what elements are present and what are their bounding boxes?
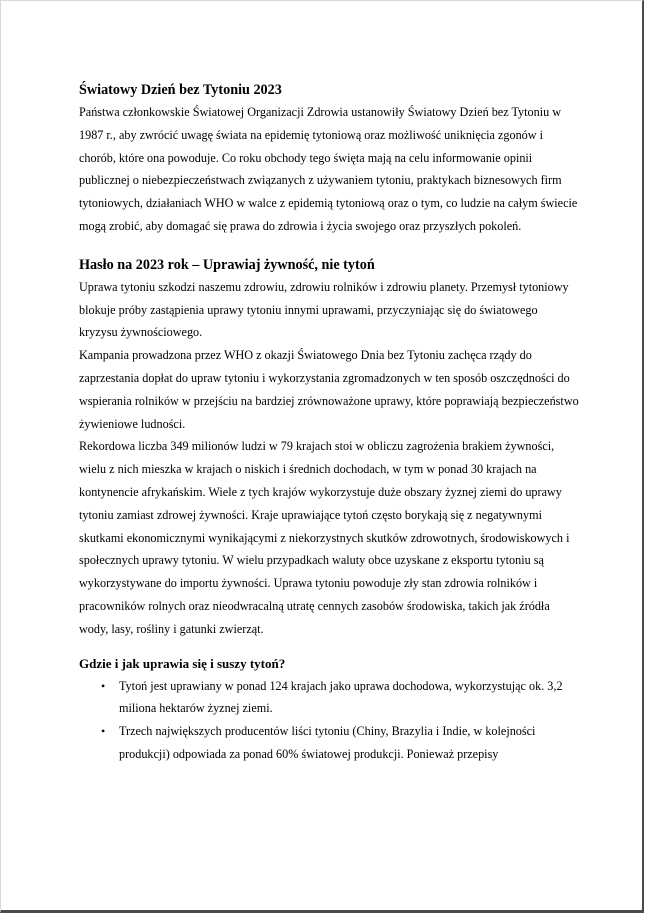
slogan-paragraph-2: Kampania prowadzona przez WHO z okazji Światowego Dnia bez Tytoniu zachęca rządy do zaprzestania dopłat do upraw tytoniu i wykorzystania zgromadzonych w ten sposób oszczędności do wspierania rolników w przejściu na bardziej zrównoważone uprawy, które poprawiają bezpieczeństwo żywieniowe ludności.: [79, 348, 579, 431]
bullet-icon: •: [101, 678, 106, 693]
bullet-list: [79, 675, 579, 766]
section-heading-where-grown: Gdzie i jak uprawia się i suszy tytoń?: [79, 655, 286, 671]
section-heading-slogan-2023: Hasło na 2023 rok – Uprawiaj żywność, nie tytoń: [79, 256, 375, 273]
bullet-icon: •: [101, 724, 106, 739]
list-item: [79, 675, 579, 721]
list-item-text: Tytoń jest uprawiany w ponad 124 krajach jako uprawa dochodowa, wykorzystując ok. 3,2 miliona hektarów żyznej ziemi.: [119, 678, 563, 716]
slogan-paragraph-3: Rekordowa liczba 349 milionów ludzi w 79 krajach stoi w obliczu zagrożenia brakiem żywności, wielu z nich mieszka w krajach o niskich i średnich dochodach, w tym w ponad 30 krajach na kontynencie afrykańskim. Wiele z tych krajów wykorzystuje duże obszary żyznej ziemi do uprawy tytoniu zamiast zdrowej żywności. Kraje uprawiające tytoń często borykają się z negatywnymi skutkami ekonomicznymi wynikającymi z niekorzystnych skutków zdrowotnych, środowiskowych i społecznych uprawy tytoniu. W wielu przypadkach waluty obce uzyskane z eksportu tytoniu są wykorzystywane do importu żywności. Uprawa tytoniu powoduje zły stan zdrowia rolników i pracowników rolnych oraz nieodwracalną utratę cennych zasobów środowiska, takich jak źródła wody, lasy, rośliny i gatunki zwierząt.: [79, 439, 570, 636]
slogan-paragraph-1: Uprawa tytoniu szkodzi naszemu zdrowiu, zdrowiu rolników i zdrowiu planety. Przemysł tytoniowy blokuje próby zastąpienia uprawy tytoniu innymi uprawami, przyczyniając się do światowego kryzysu żywnościowego.: [79, 279, 569, 340]
intro-paragraph: Państwa członkowskie Światowej Organizacji Zdrowia ustanowiły Światowy Dzień bez Tytoniu w 1987 r., aby zwrócić uwagę świata na epidemię tytoniową oraz możliwość uniknięcia zgonów i chorób, które ona powoduje. Co roku obchody tego święta mają na celu informowanie opinii publicznej o niebezpieczeństwach związanych z używaniem tytoniu, praktykach biznesowych firm tytoniowych, działaniach WHO w walce z epidemią tytoniową oraz o tym, co ludzie na całym świecie mogą zrobić, aby domagać się prawa do zdrowia i życia swojego oraz przyszłych pokoleń.: [79, 105, 578, 233]
document-body: [79, 79, 579, 766]
list-item-text: Trzech największych producentów liści tytoniu (Chiny, Brazylia i Indie, w kolejności produkcji) odpowiada za ponad 60% światowej produkcji. Ponieważ przepisy: [119, 724, 536, 761]
list-item: [79, 720, 579, 766]
section-heading-world-no-tobacco-day: Światowy Dzień bez Tytoniu 2023: [79, 82, 282, 98]
